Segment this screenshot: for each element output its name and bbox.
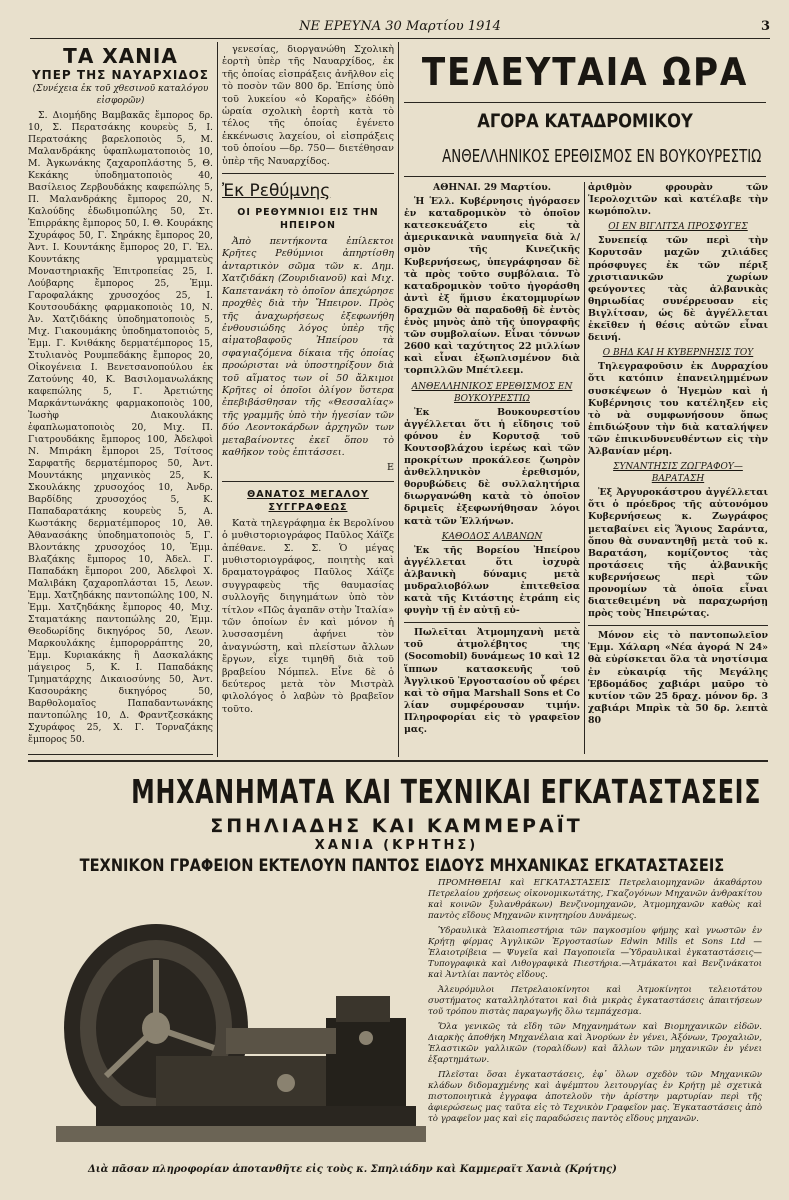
divider — [404, 102, 766, 103]
classified-engine: Πωλεῖται Ἀτμομηχανὴ μετὰ τοῦ ἀτμολέβητος της (Socomobil) δυνάμεως 10 καὶ 12 ἵππων κατασκευῆς τοῦ Ἀγγλικοῦ Ἐργοστασίου οὗ φέρει καὶ τὸ σῆμα Marshall Sons et Co λίαν συμφέρουσαν τιμήν. Πληροφορίαι εἰς τὸ γραφεῖον μας. — [404, 627, 580, 736]
column-rule — [398, 42, 399, 757]
albanians-text-continued: ἀριθμὸν φρουρὰν τῶν Ἱερολοχιτῶν καὶ κατέλαβε τὴν κωμόπολιν. — [588, 182, 768, 218]
wied-text: Τηλεγραφοῦσιν ἐκ Δυρραχίου ὅτι κατόπιν ἐπανειλημμένων συσκέψεων ὁ Ἡγεμὼν καὶ ἡ Κυβέρνησις του κατέληξεν εἰς τὸ νὰ συμφωνήσουν ὅπως ἐπιδιώξουν τὴν διὰ καταλήψεν τῶν ἐπικινδυνευθέντων εἰς τὴν Ἀλβανίαν μέρη. — [588, 361, 768, 457]
bucharest-text: Ἐκ Βουκουρεστίου ἀγγέλλεται ὅτι ἡ εἴδησις τοῦ φόνου ἐν Κορυτσᾷ τοῦ Κουτσοβλάχου ἱερέως καὶ τῶν προκρίτων προκάλεσε ζωηρὸν ἀνθελληνικὸν ἐρεθισμόν, θορυβώδεις δὲ συλλαλητήρια διωργανώθη κατὰ τὸ ὁποῖον δριμεῖς ἐξεφωνήθησαν λόγοι κατὰ τῶν Ἑλλήνων. — [404, 406, 580, 527]
section-heading-rethymno: Ἐκ Ρεθύμνης — [222, 181, 331, 202]
ad-place: ΧΑΝΙΑ (ΚΡΗΤΗΣ) — [314, 838, 479, 853]
ad-technical-office: ΤΕΧΝΙΚΟΝ ΓΡΑΦΕΙΟΝ ΕΚΤΕΛΟΥΝ ΠΑΝΤΟΣ ΕΙΔΟΥΣ ΜΗΧΑΝΙΚΑΣ ΕΓΚΑΤΑΣΤΑΣΕΙΣ — [79, 856, 725, 876]
subheading-refugees: ΟΙ ΕΝ ΒΙΓΛΙΤΣΑ ΠΡΟΣΦΥΓΕΣ — [608, 222, 748, 233]
engine-illustration — [36, 878, 436, 1168]
ad-paragraph-2: Ὑδραυλικὰ Ἐλαιοπιεστήρια τῶν παγκοσμίου φήμης καὶ γνωστῶν ἐν Κρήτῃ φίρμας Ἀγγλικῶν Ἐργοστασίων Edwin Mills et Sons Ltd —Ἐλαιοτρίβεια — Ψυγεῖα καὶ Παγοποιεῖα —Ὑδραυλικαὶ ἐγκαταστάσεις—Τυπογραφικὰ καὶ Λιθογραφικὰ Πιεστήρια.—Ἀτμάκατοι καὶ Βενζινάκατοι καὶ Ἀντλίαι παντὸς εἴδους. — [428, 926, 762, 980]
meeting-text: Ἐξ Ἀργυροκάστρου ἀγγέλλεται ὅτι ὁ πρόεδρος τῆς αὐτονόμου Κυβερνήσεως κ. Ζωγράφος μεταβαίνει εἰς Ἅγιους Σαράντα, ὅπου θὰ συναντηθῇ μετὰ τοῦ κ. Βαρατάση, κομίζοντος τὰς προτάσεις τῆς ἀλβανικῆς κυβερνήσεως περὶ τῶν προνομίων τὰ ὁποῖα εἶναι διατεθειμένη νὰ παραχωρήσῃ πρὸς τοὺς Ἠπειρώτας. — [588, 487, 768, 620]
heraklion-text-continued: γενεσίας, διοργανώθη Σχολικὴ ἑορτὴ ὑπὲρ τῆς Ναυαρχίδος, ἐκ τῆς ὁποίας εἰσπράξεις ἀνῆλθον εἰς τὸ ποσὸν τῶν 800 δρ. Ἐπίσης ὑπὸ τοῦ λυκείου «ὁ Κοραῆς» ἐδόθη ὡραία σχολικὴ ἑορτὴ κατὰ τὸ τέλος τῆς ὁποίας ἐγένετο ἐκκένωσις λαχείου, οἱ εἰσπράξεις τοῦ ὁποίου —δρ. 750— διετέθησαν ὑπὲρ τῆς Ναυαρχίδος. — [222, 44, 394, 167]
section-subheading-chania: ΥΠΕΡ ΤΗΣ ΝΑΥΑΡΧΙΔΟΣ — [31, 68, 209, 82]
ad-caption: Διὰ πᾶσαν πληροφορίαν ἀποτανθῆτε εἰς τοὺς κ. Σπηλιάδην καὶ Καμμεραϊτ Χανιὰ (Κρήτης) — [88, 1164, 617, 1175]
column-rule — [584, 182, 585, 754]
article-signature: Ε — [386, 462, 394, 474]
headline-cruiser: ΑΓΟΡΑ ΚΑΤΑΔΡΟΜΙΚΟΥ — [477, 110, 693, 132]
ad-paragraph-3: Ἀλευρόμυλοι Πετρελαιοκίνητοι καὶ Ἀτμοκίνητοι τελειοτάτου συστήματος καταλληλότατοι καὶ διὰ μικρὰς ἐγκαταστάσεις ἀπαιτήσεων τοῦ τρόπου πιστὰς παραγωγῆς ὅλω τεμπάχεσμα. — [428, 985, 762, 1017]
ad-firm: ΣΠΗΛΙΑΔΗΣ ΚΑΙ ΚΑΜΜΕΡΑΪΤ — [210, 815, 583, 837]
divider — [404, 622, 580, 623]
machinery-advertisement — [28, 760, 765, 1185]
dateline: ΑΘΗΝΑΙ. 29 Μαρτίου. — [432, 182, 552, 193]
section-heading-death: ΘΑΝΑΤΟΣ ΜΕΓΑΛΟΥ ΣΥΓΓΡΑΦΕΩΣ — [247, 488, 369, 513]
masthead — [30, 10, 770, 39]
masthead-title: ΝΕ ΕΡΕΥΝΑ 30 Μαρτίου 1914 — [299, 19, 501, 34]
albanians-text: Ἐκ τῆς Βορείου Ἠπείρου ἀγγέλλεται ὅτι ἰσχυρὰ ἀλβανικὴ δύναμις μετὰ μυδραλιοβόλων ἐπιτεθεῖσα κατὰ τῆς Κιτάστης ἐτράπη εἰς φυγὴν τῇ ἐν αὐτῇ εὐ- — [404, 544, 580, 617]
headline-bucharest: ΑΝΘΕΛΛΗΝΙΚΟΣ ΕΡΕΘΙΣΜΟΣ ΕΝ ΒΟΥΚΟΥΡΕΣΤΙΩ — [442, 146, 762, 167]
page-number: 3 — [760, 19, 770, 34]
column-news-a — [404, 182, 580, 757]
column-news-b — [588, 182, 768, 757]
subheading-meeting: ΣΥΝΑΝΤΗΣΙΣ ΖΩΓΡΑΦΟΥ—ΒΑΡΑΤΑΣΗ — [613, 462, 743, 485]
ad-paragraph-1: ΠΡΟΜΗΘΕΙΑΙ καὶ ΕΓΚΑΤΑΣΤΑΣΕΙΣ Πετρελαιομηχανῶν ἀκαθάρτου Πετρελαίου χρήσεως οἰκονομικωτάτης, Γκαζογόνων Μηχανῶν ἀνθρακίτου καὶ κοινῶν ξυλανθράκων) Βενζινομηχανῶν, Ἀτμομηχανῶν καθὼς καὶ παντὸς εἴδους Μηχανῶν κινητηρίου Δυνάμεως. — [428, 878, 762, 921]
subheading-bucharest: ΑΝΘΕΛΛΗΝΙΚΟΣ ΕΡΕΘΙΣΜΟΣ ΕΝ ΒΟΥΚΟΥΡΕΣΤΙΩ — [411, 381, 573, 404]
divider — [222, 481, 394, 482]
section-heading-chania: ΤΑ ΧΑΝΙΑ — [63, 44, 178, 68]
section-subheading-rethymno: ΟΙ ΡΕΘΥΜΝΙΟΙ ΕΙΣ ΤΗΝ ΗΠΕΙΡΟΝ — [237, 207, 379, 232]
column-rule — [217, 42, 218, 757]
subheading-wied: Ο ΒΗΔ ΚΑΙ Η ΚΥΒΕΡΝΗΣΙΣ ΤΟΥ — [602, 348, 754, 359]
donor-list: Σ. Διομήδης Βαμβακᾶς ἔμπορος δρ. 10, Σ. Περατσάκης κουρεὺς 5, Ι. Περατσάκης βαρελοποιὸς 5, Μ. Μαλανδράκης ὑφαπλωματοποιὸς 10, Μ. Ἀγκωνάκης ζαχαροπλάστης 5, Θ. Κεκάκης ὑποδηματοποιὸς 40, Βασίλειος Ζερβουδάκης καφεπώλης 5, Π. Μαλανδράκης ἔμπορος 20, Ν. Καλούδης ἐδωδιμοπώλης 50, Στ. Ἐπιρράκης ἔμπορος 50, Ι. Θ. Κουράκης Σχυράφος 50, Γ. Σηράκης ἔμπορος 20, Ἀντ. Ι. Κουντάκης ἔμπορος 20, Γ. Ἐλ. Κουντάκης γραμματεὺς Μοναστηριακῆς Ἐπιτροπείας 25, Ι. Λούβαρης ἔμπορος 25, Ἐμμ. Γαροφαλάκης χρυσοχόος 25, Ι. Κουτσουδάκης φαρμακοποιὸς 10, Ν. Ἀν. Χατζιδάκης ὑποδηματοποιὸς 5, Μιχ. Γιακουμάκης ὑποδηματοποιὸς 5, Ἐμμ. Γ. Κνιθάκης δερματέμπορος 15, Στυλιανὸς Ρουμπεδάκης ἔμπορος 20, Οἰκογένεια Ι. Βενετσανοπούλου ἐκ Ζατούνης 40, Κ. Βασιλομανωλάκης καφεπώλης 5, Γ. Ἀρετιώτης Μαρκάντωνάκης φαρμακοποιὸς 100, Ἰωσὴφ Διακουλάκης ἐφαπλωματοποιὸς 20, Μιχ. Π. Γιατρουδάκης ἔμπορος 100, Ἀδελφοὶ Ν. Μπιράκη ἔμποροι 25, Τσίτσος Σαρφατῆς δερματέμπορος 50, Ἀντ. Μουντάκης μηχανικὸς 25, Κ. Σκουλάκης χρυσοχόος 10, Ἀνδρ. Βαρδίδης χρυσοχόος 5, Κ. Παπαδαρατάκης κουρεὺς 5, Α. Κωστάκης δερματέμπορος 10, Ἀθ. Ἀθανασάκης ὑποδηματοποιὸς 5, Γ. Βλοντάκης χρυσοχόος 10, Ἐμμ. Βλαζάκης ἔμπορος 10, Ἀδελ. Γ. Παπαδάκη ἔμποροι 200, Ἀδελφοὶ Χ. Μαλιβάκη ζαχαροπλάσται 15, Λεων. Ἐμμ. Χατζηδάκης παντοπώλης 100, Ν. Ἐμμ. Χατζηδάκης ἔμπορος 40, Μιχ. Σταματάκης παντοπώλης 20, Ἐμμ. Θεοδωρίδης δικηγόρος 50, Λεων. Μαρκουλάκης ἐμπορορράπτης 20, Ἐμμ. Κυριακάκης ἢ Δασκαλάκης μάγειρος 5, Κ. Ι. Παπαδάκης Τμηματάρχης Δικαιοσύνης 50, Ἀντ. Κασουράκης δικηγόρος 50, Βαρθολομαῖος Παπαδαντωνάκης παντοπώλης 10, Δ. Φραντζεσκάκης Σχυράφος 25, Χ. Γ. Τορναζάκης ἔμπορος 50. — [28, 109, 213, 745]
classified-grocery: Μόνον εἰς τὸ παντοπωλεῖον Ἐμμ. Χάλαρη «Νέα ἀγορά Ν 24» θὰ εὑρίσκεται ὅλα τὰ νηστίσιμα ἐν εὐκαιρίᾳ τῆς Μεγάλης Ἑβδομάδος χαβιάρι μαῦρο τὸ κυτίον τῶν 25 δραχ. μόνον δρ. 3 χαβιάρι Μπρὶκ τὰ 50 δρ. λεπτὰ 80 — [588, 630, 768, 726]
ad-paragraph-4: Ὅλα γενικῶς τὰ εἴδη τῶν Μηχανημάτων καὶ Βιομηχανικῶν εἰδῶν. Διαρκὴς ἀποθήκη Μηχανέλαια καὶ Ἀνορύων ἐν γένει, Ἀξόνων, Τροχαλιῶν, Ἐλαστικῶν γαλλικῶν (τοραλίδων) καὶ ἄλλων τῶν μηχανικῶν ἐν γένει ἐξαρτημάτων. — [428, 1022, 762, 1065]
death-text: Κατὰ τηλεγράφημα ἐκ Βερολίνου ὁ μυθιστοριογράφος Παῦλος Χάϊζε ἀπέθανε. Σ. Σ. Ὁ μέγας μυθιστοριογράφος, ποιητὴς καὶ δραματογράφος Παῦλος Χάϊζε συγγραφεὺς τῆς θαυμασίας συλλογῆς διηγημάτων ὑπὸ τὸν τίτλον «Πῶς ἀγαπᾶν στὴν Ἰταλία» τῶν ὁποίων ἐν καὶ μόνον ἡ λυσσασμένη ἀφήνει τὸν ἀναγνώστη, καὶ πλείστων ἄλλων ἔργων, εἶχε τιμηθῆ διὰ τοῦ βραβείου Νόμπελ. Εἶνε δὲ ὁ δεύτερος μετὰ τὸν Μιστρὰλ φιλολόγος ὁ λαβὼν τὸ βραβεῖον τοῦτο. — [222, 517, 394, 715]
cruiser-text: Ἡ Ἑλλ. Κυβέρνησις ἠγόρασεν ἐν καταδρομικὸν τὸ ὁποῖον κατεσκευάζετο εἰς τὰ ἀμερικανικὰ ναυπηγεῖα διὰ λ/σμὸν τῆς Κινεζικῆς Κυβερνήσεως, ὑπεγράφησαν δὲ τὰ πρὸς τοῦτο συμβόλαια. Τὸ καταδρομικὸν τοῦτο ἠγοράσθη ἀντὶ ἐξ ἥμισυ ἑκατομμυρίων δραχμῶν θὰ παραδοθῇ δὲ ἐντὸς ἑνὸς μηνὸς ἀπὸ τῆς ὑπογραφῆς τῶν συμβολαίων. Εἶναι τόννων 2600 καὶ ταχύτητος 22 μιλλίων καὶ εἶναι ἐξωπλισμένον διὰ τορπιλλῶν Μπέτλεεμ. — [404, 196, 580, 377]
ad-paragraph-5: Πλεῖσται ὅσαι ἐγκαταστάσεις, ἐφ᾽ ὅλων σχεδὸν τῶν Μηχανικῶν κλάδων διδομαχμένης καὶ ἀψέμπτου λειτουργίας ἐν Κρήτῃ μὲ σχετικὰ πιστοποιητικὰ ἐγγραφα ἀποτελοῦν τὴν ἀρίστην μαρτυρίαν περὶ τῆς ἀφιερώσεως μας ταῦτα εἰς τὸ Τεχνικὸν Γραφεῖον μας. Ἐγκαταστάσεις ἀπὸ τὸ γραφεῖον μας καὶ εἰς παραδώσεις παντὸς εἴδους μηχανῶν. — [428, 1070, 762, 1124]
ad-description — [428, 878, 762, 1168]
subheading-albanians: ΚΑΘΟΔΟΣ ΑΛΒΑΝΩΝ — [441, 531, 543, 542]
divider — [28, 754, 213, 755]
section-note-chania: (Συνέχεια ἐκ τοῦ χθεσινοῦ καταλόγου εἰσφορῶν) — [32, 84, 209, 107]
ad-title: ΜΗΧΑΝΗΜΑΤΑ ΚΑΙ ΤΕΧΝΙΚΑΙ ΕΓΚΑΤΑΣΤΑΣΕΙΣ — [131, 772, 762, 811]
divider — [222, 173, 394, 174]
column-chania — [28, 44, 213, 757]
divider — [588, 625, 768, 626]
refugees-text: Συνεπείᾳ τῶν περὶ τὴν Κορυτσᾶν μαχῶν χιλιάδες πρόσφυγες ἐκ τῶν πέριξ χριστιανικῶν χωρίων φεύγοντες τὰς ἀλβανικὰς θηριωδίας συνέρρευσαν εἰς Βιγλίτσαν, ὡς δὲ ἀγγέλλεται ἐκεῖθεν ἡ θέσις αὐτῶν εἶναι δεινή. — [588, 235, 768, 344]
rethymno-text: Ἀπὸ πεντήκοντα ἐπίλεκτοι Κρῆτες Ρεθύμνιοι ἀπηρτίσθη ἀνταρτικὸν σῶμα τῶν κ. Δημ. Χατζιδάκη (Ζουριδιανοῦ) καὶ Μιχ. Καπετανάκη τὸ ὁποῖον ἀπεχώρησε προχθὲς διὰ τὴν Ἤπειρον. Πρὸς τῆς ἀναχωρήσεως ἐξεφωνήθη ἐνθουσιώδης λόγος ὑπὲρ τῆς αἱματοβαφοῦς Ἠπείρου τὰ σφαγιαζόμενα δίκαια τῆς ὁποίας προώρισται νὰ ὑποστηρίξουν διὰ τοῦ αἵματος των οἱ 50 ἄλκιμοι Κρῆτες οἱ ὁποῖοι ὀλίγον ὕστερα ἐπεβιβάσθησαν τῆς «Θεσσαλίας» τῆς γραμμῆς ὑπὸ τὴν ἡγεσίαν τῶν δύο Λεοντοκάρδων ἀρχηγῶν των μεταβαίνοντες ἐκεῖ ὅπου τὸ καθῆκον τοὺς ἐπιτάσσει. — [222, 236, 394, 458]
headline-last-hour: ΤΕΛΕΥΤΑΙΑ ΩΡΑ — [421, 50, 749, 94]
divider — [404, 176, 766, 177]
column-rethymno — [222, 44, 394, 757]
